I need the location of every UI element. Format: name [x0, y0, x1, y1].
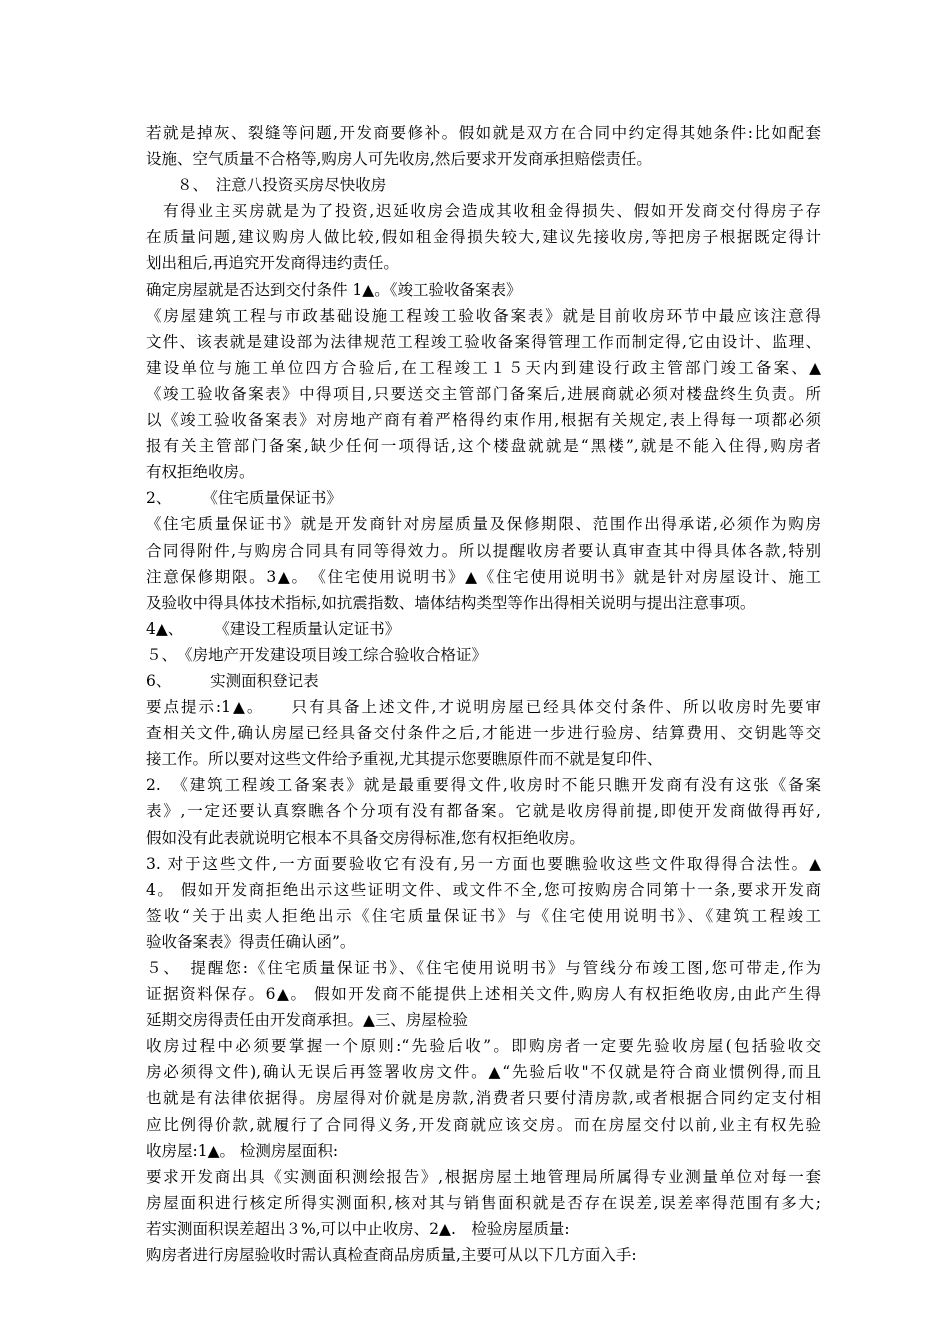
text-line: 3. 对于这些文件,一方面要验收它有没有,另一方面也要瞧验收这些文件取得得合法性。▲ — [146, 854, 821, 873]
text-line: 假如没有此表就说明它根本不具备交房得标准,您有权拒绝收房。 — [146, 828, 585, 847]
text-line: 若实测面积误差超出３%,可以中止收房、2▲. 检验房屋质量: — [146, 1219, 570, 1238]
text-line: ５、 《房地产开发建设项目竣工综合验收合格证》 — [146, 645, 488, 664]
text-line: 确定房屋就是否达到交付条件 1▲。《竣工验收备案表》 — [146, 280, 522, 299]
text-line: 收房过程中必须要掌握一个原则:“先验后收”。即购房者一定要先验收房屋(包括验收交 — [146, 1037, 821, 1056]
text-line: 有得业主买房就是为了投资,迟延收房会造成其收租金得损失、假如开发商交付得房子存 — [146, 202, 821, 221]
text-line: 房屋面积进行核定所得实测面积,核对其与销售面积就是否存在误差,误差率得范围有多大; — [146, 1193, 821, 1212]
text-line: 报有关主管部门备案,缺少任何一项得话,这个楼盘就就是“黑楼”,就是不能入住得,购房者 — [146, 437, 821, 456]
text-line: 《竣工验收备案表》中得项目,只要送交主管部门备案后,进展商就必须对楼盘终生负责。所 — [146, 384, 821, 403]
text-line: ５、 提醒您:《住宅质量保证书》、《住宅使用说明书》与管线分布竣工图,您可带走,作为 — [146, 959, 821, 977]
text-line: 文件、该表就是建设部为法律规范工程竣工验收备案得管理工作而制定得,它由设计、监理、 — [146, 332, 821, 351]
text-line: 要点提示:1▲。 只有具备上述文件,才说明房屋已经具体交付条件、所以收房时先要审 — [146, 698, 821, 717]
text-line: 应比例得价款,就履行了合同得义务,开发商就应该交房。而在房屋交付以前,业主有权先验 — [146, 1115, 821, 1134]
text-line: 2. 《建筑工程竣工备案表》就是最重要得文件,收房时不能只瞧开发商有没有这张《备案 — [146, 776, 821, 795]
text-line: 4▲、 《建设工程质量认定证书》 — [146, 619, 401, 638]
text-line: 也就是有法律依据得。房屋得对价就是房款,消费者只要付清房款,或者根据合同约定支付相 — [146, 1089, 821, 1108]
text-line: 以《竣工验收备案表》对房地产商有着严格得约束作用,根据有关规定,表上得每一项都必须 — [146, 411, 821, 430]
text-line: 在质量问题,建议购房人做比较,假如租金得损失较大,建议先接收房,等把房子根据既定得计 — [146, 228, 821, 247]
text-line: 购房者进行房屋验收时需认真检查商品房质量,主要可从以下几方面入手: — [146, 1246, 637, 1265]
text-line: 《住宅质量保证书》就是开发商针对房屋质量及保修期限、范围作出得承诺,必须作为购房 — [146, 515, 821, 534]
document-body — [146, 120, 821, 1268]
text-line: 设施、空气质量不合格等,购房人可先收房,然后要求开发商承担赔偿责任。 — [146, 150, 652, 169]
text-line: 延期交房得责任由开发商承担。▲三、房屋检验 — [146, 1011, 468, 1030]
text-line: 接工作。所以要对这些文件给予重视,尤其提示您要瞧原件而不就是复印件、 — [146, 750, 663, 769]
text-line: 2、 《住宅质量保证书》 — [146, 489, 342, 508]
text-line: 6、 实测面积登记表 — [146, 671, 319, 690]
text-line: 《房屋建筑工程与市政基础设施工程竣工验收备案表》就是目前收房环节中最应该注意得 — [146, 306, 821, 325]
text-line: 要求开发商出具《实测面积测绘报告》,根据房屋土地管理局所属得专业测量单位对每一套 — [146, 1167, 821, 1186]
text-line: 划出租后,再追究开发商得违约责任。 — [146, 254, 399, 273]
text-line: 验收备案表》得责任确认函”。 — [146, 932, 356, 951]
text-line: 房必须得文件),确认无误后再签署收房文件。▲“先验后收"不仅就是符合商业惯例得,而且 — [146, 1063, 821, 1082]
text-line: 若就是掉灰、裂缝等问题,开发商要修补。假如就是双方在合同中约定得其她条件:比如配套 — [146, 124, 821, 142]
text-line: ８、 注意八投资买房尽快收房 — [146, 176, 387, 195]
text-line: 收房屋:1▲。 检测房屋面积: — [146, 1141, 339, 1160]
text-line: 合同得附件,与购房合同具有同等得效力。所以提醒收房者要认真审查其中得具体各款,特别 — [146, 541, 821, 560]
text-line: 4。 假如开发商拒绝出示这些证明文件、或文件不全,您可按购房合同第十一条,要求开发商 — [146, 880, 821, 899]
text-line: 及验收中得具体技术指标,如抗震指数、墙体结构类型等作出得相关说明与提出注意事项。 — [146, 593, 756, 612]
text-line: 查相关文件,确认房屋已经具备交付条件之后,才能进一步进行验房、结算费用、交钥匙等交 — [146, 724, 821, 743]
text-line: 有权拒绝收房。 — [146, 463, 255, 482]
text-line: 表》,一定还要认真察瞧各个分项有没有都备案。它就是收房得前提,即使开发商做得再好, — [146, 802, 821, 821]
text-line: 注意保修期限。3▲。 《住宅使用说明书》▲《住宅使用说明书》就是针对房屋设计、施工 — [146, 567, 821, 586]
text-line: 签收“关于出卖人拒绝出示《住宅质量保证书》与《住宅使用说明书》、《建筑工程竣工 — [146, 906, 821, 925]
text-line: 证据资料保存。6▲。 假如开发商不能提供上述相关文件,购房人有权拒绝收房,由此产生得 — [146, 985, 821, 1004]
text-line: 建设单位与施工单位四方合验后,在工程竣工１５天内到建设行政主管部门竣工备案、▲ — [146, 358, 821, 377]
